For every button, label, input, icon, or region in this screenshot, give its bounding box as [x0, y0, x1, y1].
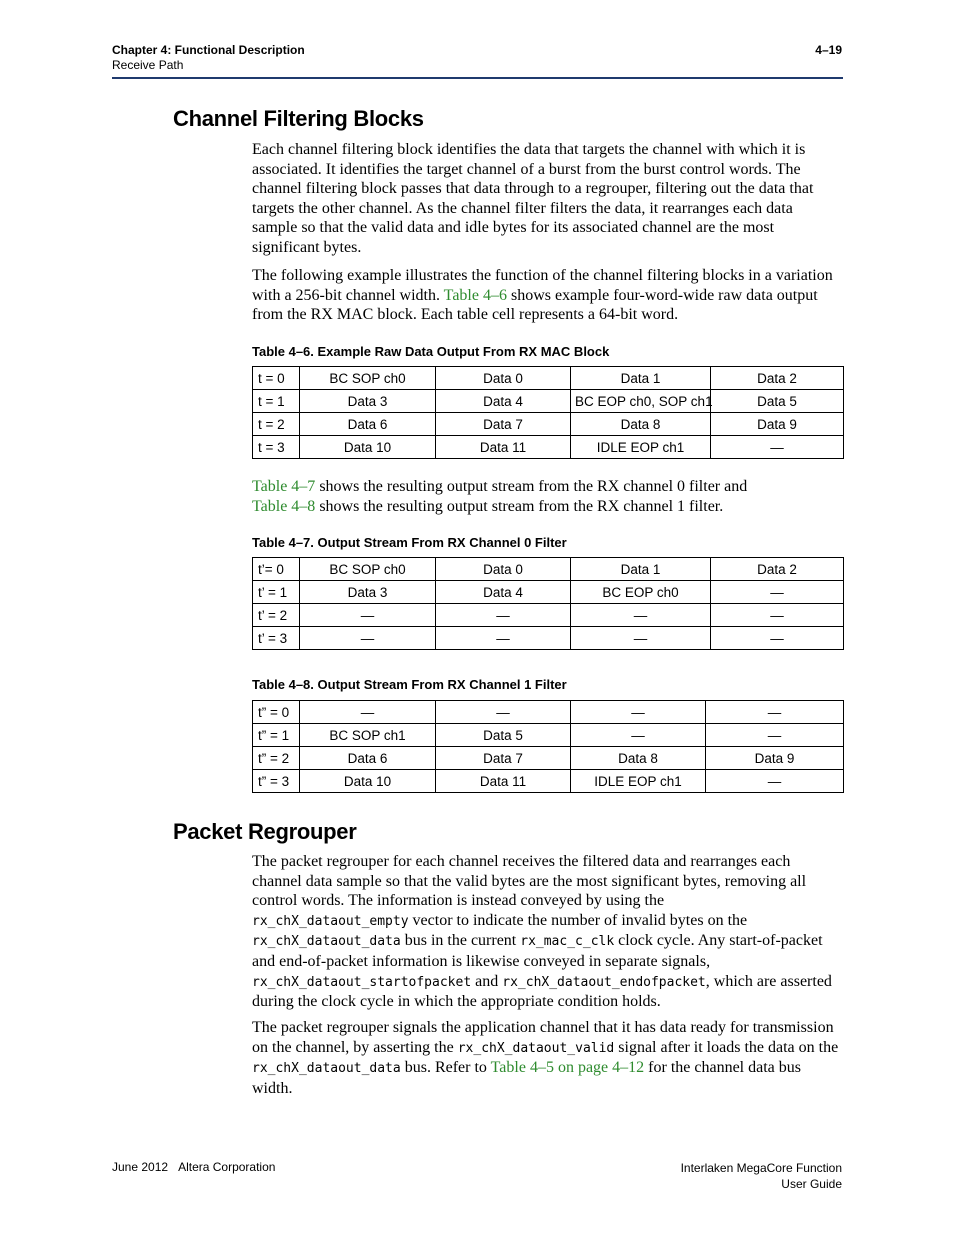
running-header — [112, 43, 305, 73]
data-cell: Data 8 — [571, 747, 706, 770]
data-cell: Data 11 — [436, 770, 571, 793]
data-cell: — — [706, 724, 844, 747]
paragraph-text: for the channel data bus width. — [252, 1059, 801, 1097]
data-cell: Data 2 — [711, 558, 844, 581]
data-cell: Data 6 — [300, 413, 436, 436]
section-heading-channel-filtering: Channel Filtering Blocks — [173, 106, 424, 131]
data-cell: — — [706, 770, 844, 793]
time-index-cell: t = 2 — [253, 413, 300, 436]
time-index-cell: t’ = 1 — [253, 581, 300, 604]
data-cell: — — [711, 604, 844, 627]
table-row — [253, 436, 844, 459]
paragraph-text: , which are asserted during the clock cycle in which the appropriate condition holds. — [252, 972, 832, 1011]
time-index-cell: t = 0 — [253, 367, 300, 390]
signal-name: rx_mac_c_clk — [520, 934, 615, 950]
data-cell: BC SOP ch0 — [300, 367, 436, 390]
table-4-8-caption: Table 4–8. Output Stream From RX Channel 1 Filter — [252, 677, 567, 692]
paragraph-example — [252, 266, 842, 325]
link-table-4-6[interactable]: Table 4–6 — [443, 286, 507, 304]
paragraph-text: vector to indicate the number of invalid bytes on the — [408, 911, 748, 929]
data-cell: — — [711, 581, 844, 604]
section-heading-packet-regrouper: Packet Regrouper — [173, 819, 357, 844]
time-index-cell: t” = 2 — [253, 747, 300, 770]
table-4-6-caption: Table 4–6. Example Raw Data Output From RX MAC Block — [252, 344, 610, 359]
table-row — [253, 367, 844, 390]
data-cell: Data 6 — [300, 747, 436, 770]
paragraph-text: and — [471, 972, 503, 990]
table-row — [253, 724, 844, 747]
time-index-cell: t” = 1 — [253, 724, 300, 747]
table-row — [253, 770, 844, 793]
data-cell: — — [571, 701, 706, 724]
paragraph-text: shows the resulting output stream from the RX channel 0 filter and — [315, 478, 748, 495]
data-cell: — — [436, 701, 571, 724]
data-cell: BC SOP ch0 — [300, 558, 436, 581]
table-row — [253, 558, 844, 581]
signal-name: rx_chX_dataout_data — [252, 934, 401, 950]
footer-date: June 2012 — [112, 1160, 169, 1174]
data-cell: — — [571, 604, 711, 627]
paragraph-filter-output — [252, 477, 842, 516]
link-table-4-5[interactable]: Table 4–5 on page 4–12 — [490, 1059, 645, 1077]
time-index-cell: t’ = 3 — [253, 627, 300, 650]
data-cell: — — [571, 724, 706, 747]
data-cell: — — [711, 436, 844, 459]
data-cell: Data 2 — [711, 367, 844, 390]
table-row — [253, 604, 844, 627]
time-index-cell: t’= 0 — [253, 558, 300, 581]
data-cell: Data 10 — [300, 436, 436, 459]
paragraph-text: bus in the current — [400, 932, 521, 950]
paragraph-regrouper-2 — [252, 1018, 842, 1098]
chapter-title: Chapter 4: Functional Description — [112, 43, 305, 57]
time-index-cell: t = 1 — [253, 390, 300, 413]
time-index-cell: t’ = 2 — [253, 604, 300, 627]
footer-company: Altera Corporation — [178, 1160, 276, 1174]
time-index-cell: t” = 3 — [253, 770, 300, 793]
data-cell: Data 0 — [436, 367, 571, 390]
paragraph-text: bus. Refer to — [400, 1059, 491, 1077]
table-row — [253, 747, 844, 770]
footer-right — [681, 1160, 842, 1192]
paragraph-text: The packet regrouper signals the application channel that it has data ready for transmission on the channel, by asserting the — [252, 1019, 834, 1056]
paragraph-text: The following example illustrates the function of the channel filtering blocks in a variation with a 256-bit channel width. — [252, 267, 833, 304]
data-cell: Data 5 — [711, 390, 844, 413]
data-cell: — — [571, 627, 711, 650]
paragraph-regrouper-1 — [252, 852, 842, 1012]
paragraph-channel-filtering-intro: Each channel filtering block identifies the data that targets the channel with which it is associated. It identifies the target channel of a burst from the burst control words. The channel filtering block passes that data through to a regrouper, filtering out the data that targets the other channel. As the channel filter filters the data, it rearranges each data sample so that the valid data and idle bytes for its associated channel are the most significant bytes. — [252, 141, 814, 256]
data-cell: — — [300, 627, 436, 650]
table-4-8 — [252, 700, 844, 793]
time-index-cell: t” = 0 — [253, 701, 300, 724]
data-cell: Data 8 — [571, 413, 711, 436]
data-cell: Data 7 — [436, 747, 571, 770]
data-cell: Data 9 — [711, 413, 844, 436]
table-row — [253, 627, 844, 650]
page-number: 4–19 — [815, 43, 842, 57]
data-cell: Data 7 — [436, 413, 571, 436]
link-table-4-7[interactable]: Table 4–7 — [252, 478, 316, 495]
data-cell: Data 5 — [436, 724, 571, 747]
data-cell: Data 10 — [300, 770, 436, 793]
table-4-6 — [252, 366, 844, 459]
link-table-4-8[interactable]: Table 4–8 — [252, 497, 316, 515]
data-cell: Data 0 — [436, 558, 571, 581]
table-row — [253, 390, 844, 413]
paragraph-text: shows the resulting output stream from the RX channel 1 filter. — [315, 497, 724, 515]
signal-name: rx_chX_dataout_data — [252, 1061, 401, 1077]
paragraph-text: signal after it loads the data on the — [614, 1038, 839, 1056]
data-cell: Data 4 — [436, 581, 571, 604]
time-index-cell: t = 3 — [253, 436, 300, 459]
table-4-7 — [252, 557, 844, 650]
signal-name: rx_chX_dataout_startofpacket — [252, 974, 472, 990]
data-cell: Data 3 — [300, 581, 436, 604]
header-rule — [112, 77, 843, 79]
data-cell: Data 3 — [300, 390, 436, 413]
data-cell: — — [436, 627, 571, 650]
signal-name: rx_chX_dataout_valid — [457, 1040, 615, 1056]
data-cell: BC EOP ch0, SOP ch1 — [571, 390, 711, 413]
data-cell: Data 1 — [571, 367, 711, 390]
footer-doc-subtitle: User Guide — [781, 1177, 842, 1191]
data-cell: — — [300, 604, 436, 627]
data-cell: Data 11 — [436, 436, 571, 459]
data-cell: BC EOP ch0 — [571, 581, 711, 604]
data-cell: — — [711, 627, 844, 650]
data-cell: Data 4 — [436, 390, 571, 413]
signal-name: rx_chX_dataout_empty — [252, 913, 409, 929]
paragraph-text: clock cycle. Any start-of-packet and end-of-packet information is likewise conveyed in separate signals, — [252, 932, 823, 970]
table-row — [253, 701, 844, 724]
paragraph-text: shows example four-word-wide raw data output from the RX MAC block. Each table cell represents a 64-bit word. — [252, 286, 818, 324]
data-cell: Data 9 — [706, 747, 844, 770]
data-cell: — — [706, 701, 844, 724]
data-cell: BC SOP ch1 — [300, 724, 436, 747]
paragraph-text: The packet regrouper for each channel receives the filtered data and rearranges each channel data sample so that the valid bytes are the most significant bytes, removing all control words. The information is instead conveyed by using the — [252, 853, 807, 910]
section-name: Receive Path — [112, 58, 184, 72]
footer-doc-title: Interlaken MegaCore Function — [680, 1161, 842, 1175]
data-cell: Data 1 — [571, 558, 711, 581]
table-row — [253, 581, 844, 604]
data-cell: — — [436, 604, 571, 627]
footer-left — [112, 1160, 285, 1174]
table-row — [253, 413, 844, 436]
data-cell: IDLE EOP ch1 — [571, 770, 706, 793]
data-cell: — — [300, 701, 436, 724]
signal-name: rx_chX_dataout_endofpacket — [502, 974, 706, 990]
table-4-7-caption: Table 4–7. Output Stream From RX Channel 0 Filter — [252, 535, 567, 550]
data-cell: IDLE EOP ch1 — [571, 436, 711, 459]
